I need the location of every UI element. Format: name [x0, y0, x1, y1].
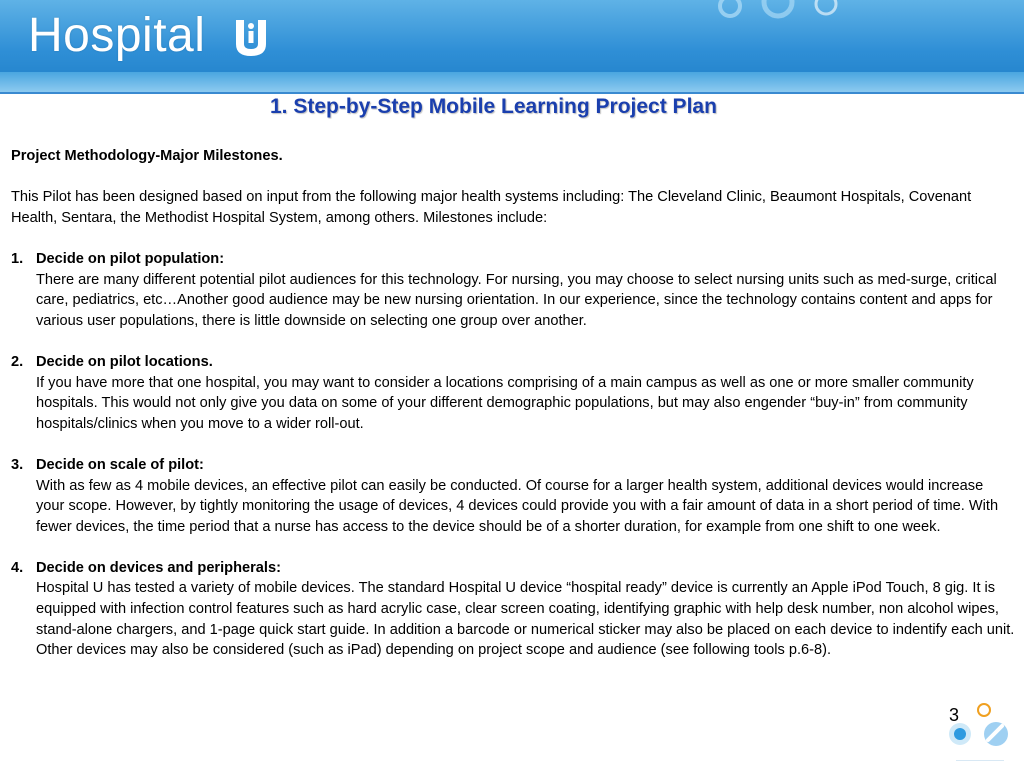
slide-header: [0, 0, 1024, 92]
page-number: 3: [949, 705, 960, 725]
milestone-item: [11, 455, 1015, 537]
milestone-number: 2.: [11, 353, 24, 370]
milestone-title: Decide on devices and peripherals:: [36, 559, 281, 576]
milestone-title: Decide on pilot locations.: [36, 353, 213, 370]
header-rule: [0, 92, 1024, 94]
milestone-item: [11, 558, 1015, 661]
milestone-body: Hospital U has tested a variety of mobile devices. The standard Hospital U device “hospital ready” device is currently an Apple iPod Touch, 8 gig. It is equipped with infection control features such as hard acrylic case, clear screen coating, identifying graphic with help desk number, non alcohol wipes, stand-alone chargers, and 1-page quick start guide. In addition a barcode or numerical sticker may also be placed on each device to indentify each unit. Other devices may also be considered (such as iPad) depending on project scope and audience (see following tools p.6-8).: [36, 580, 1015, 659]
slide-body: [11, 146, 1015, 661]
section-heading: Project Methodology-Major Milestones.: [11, 148, 283, 164]
logo-text: Hospital: [28, 9, 206, 62]
milestone-body: With as few as 4 mobile devices, an effective pilot can easily be conducted. Of course for a larger health system, additional devices would increase your scope. However, by tightly monitoring the usage of devices, 4 devices could provide you with a fair amount of data in a short period of time. With fewer devices, the time period that a nurse has access to the device should be of a shorter duration, for example from one shift to one week.: [36, 477, 999, 535]
milestone-body: There are many different potential pilot audiences for this technology. For nursing, you may choose to select nursing units such as med-surge, critical care, pediatrics, etc…Another good audience may be new nursing orientation. In our experience, since the technology contains content and apps for various user populations, there is little downside on selecting one group over another.: [36, 271, 997, 329]
decorative-circles-icon: [700, 0, 860, 28]
milestone-body: If you have more that one hospital, you may want to consider a locations comprising of a main campus as well as one or more smaller community hospitals. This would not only give you data on some of your different demographic populations, but may also engender “buy-in” from community hospitals/clinics when you move to a wider roll-out.: [36, 374, 974, 432]
hospital-u-logo-icon: [232, 16, 270, 60]
header-band: [0, 72, 1024, 92]
milestone-number: 3.: [11, 456, 24, 473]
intro-paragraph: This Pilot has been designed based on input from the following major health systems including: The Cleveland Clinic, Beaumont Hospitals, Covenant Health, Sentara, the Methodist Hospital System, among others. Milestones include:: [11, 189, 972, 226]
milestone-number: 4.: [11, 559, 24, 576]
milestone-item: [11, 249, 1015, 331]
milestone-title: Decide on pilot population:: [36, 250, 225, 267]
milestone-title: Decide on scale of pilot:: [36, 456, 204, 473]
slide-title: 1. Step-by-Step Mobile Learning Project Plan: [270, 95, 717, 118]
milestone-number: 1.: [11, 250, 24, 267]
milestone-item: [11, 352, 1015, 434]
